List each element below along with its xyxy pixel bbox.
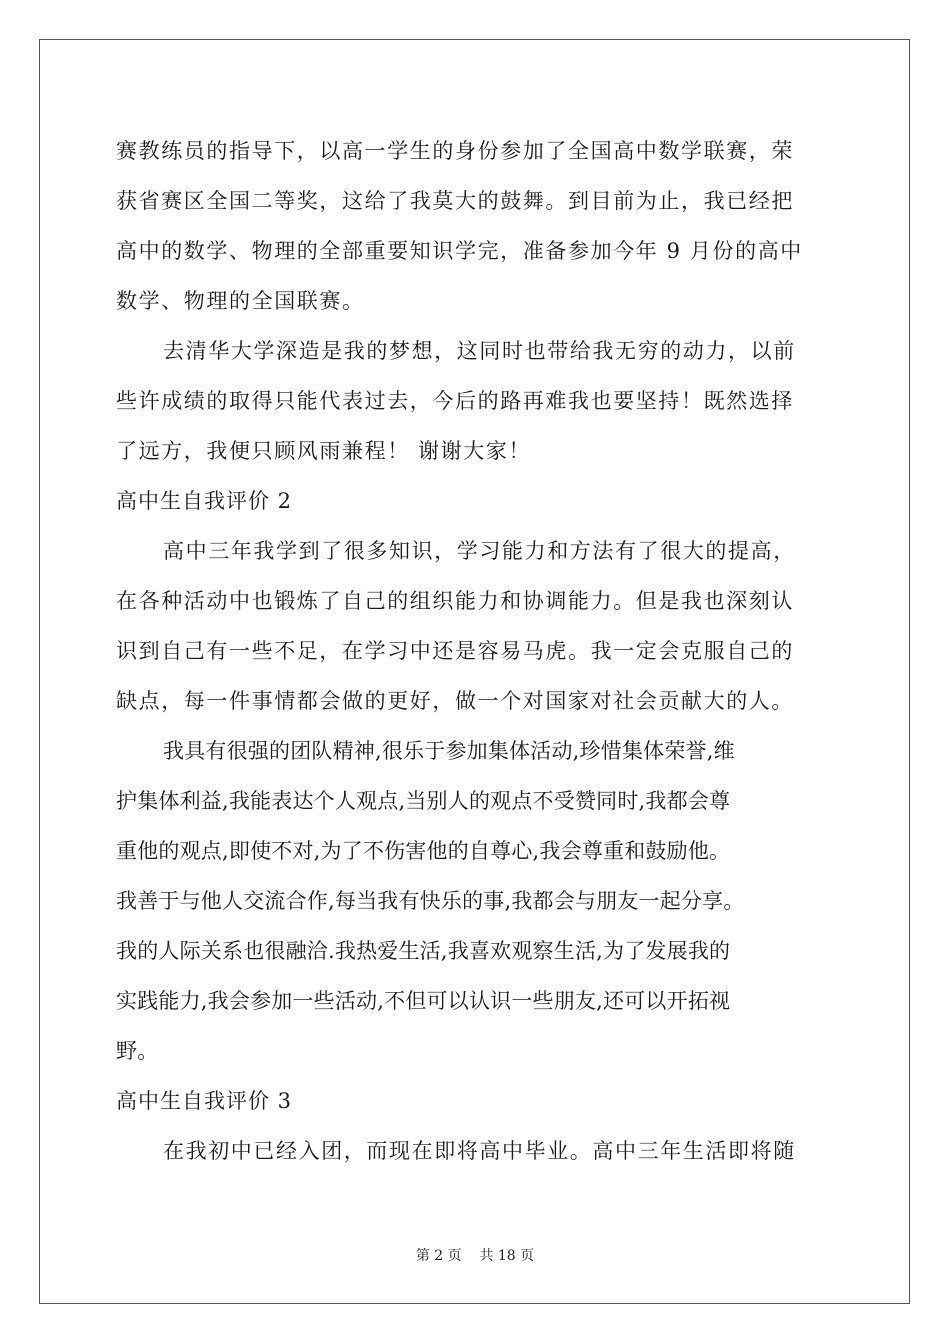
text-line: 在我初中已经入团，而现在即将高中毕业。高中三年生活即将随 xyxy=(163,1139,796,1163)
document-body xyxy=(116,126,834,1176)
section-heading: 高中生自我评价 3 xyxy=(116,1089,293,1113)
text-line: 我具有很强的团队精神,很乐于参加集体活动,珍惜集体荣誉,维 xyxy=(163,739,735,763)
text-line: 高中的数学、物理的全部重要知识学完，准备参加今年 9 月份的高中 xyxy=(116,239,803,263)
text-line: 识到自己有一些不足，在学习中还是容易马虎。我一定会克服自己的 xyxy=(116,639,794,663)
text-line: 了远方，我便只顾风雨兼程！ 谢谢大家！ xyxy=(116,439,532,463)
text-line: 些许成绩的取得只能代表过去，今后的路再难我也要坚持！既然选择 xyxy=(116,389,794,413)
page-number: 第 2 页 xyxy=(415,1248,462,1264)
text-line: 高中三年我学到了很多知识，学习能力和方法有了很大的提高， xyxy=(163,539,796,563)
text-line: 在各种活动中也锻炼了自己的组织能力和协调能力。但是我也深刻认 xyxy=(116,589,794,613)
text-line: 缺点，每一件事情都会做的更好，做一个对国家对社会贡献大的人。 xyxy=(116,689,794,713)
text-line: 获省赛区全国二等奖，这给了我莫大的鼓舞。到目前为止，我已经把 xyxy=(116,189,794,213)
text-line: 赛教练员的指导下，以高一学生的身份参加了全国高中数学联赛，荣 xyxy=(116,139,794,163)
text-line: 去清华大学深造是我的梦想，这同时也带给我无穷的动力，以前 xyxy=(163,339,796,363)
section-heading: 高中生自我评价 2 xyxy=(116,489,293,513)
text-line: 数学、物理的全国联赛。 xyxy=(116,289,365,313)
text-line: 重他的观点,即使不对,为了不伤害他的自尊心,我会尊重和鼓励他。 xyxy=(116,839,731,863)
text-line: 我善于与他人交流合作,每当我有快乐的事,我都会与朋友一起分享。 xyxy=(116,889,745,913)
text-line: 我的人际关系也很融洽.我热爱生活,我喜欢观察生活,为了发展我的 xyxy=(116,939,731,963)
text-line: 护集体利益,我能表达个人观点,当别人的观点不受赞同时,我都会尊 xyxy=(116,789,731,813)
page-footer xyxy=(0,1245,950,1265)
page-total: 共 18 页 xyxy=(479,1248,535,1264)
text-line: 野。 xyxy=(116,1039,159,1063)
text-line: 实践能力,我会参加一些活动,不但可以认识一些朋友,还可以开拓视 xyxy=(116,989,731,1013)
